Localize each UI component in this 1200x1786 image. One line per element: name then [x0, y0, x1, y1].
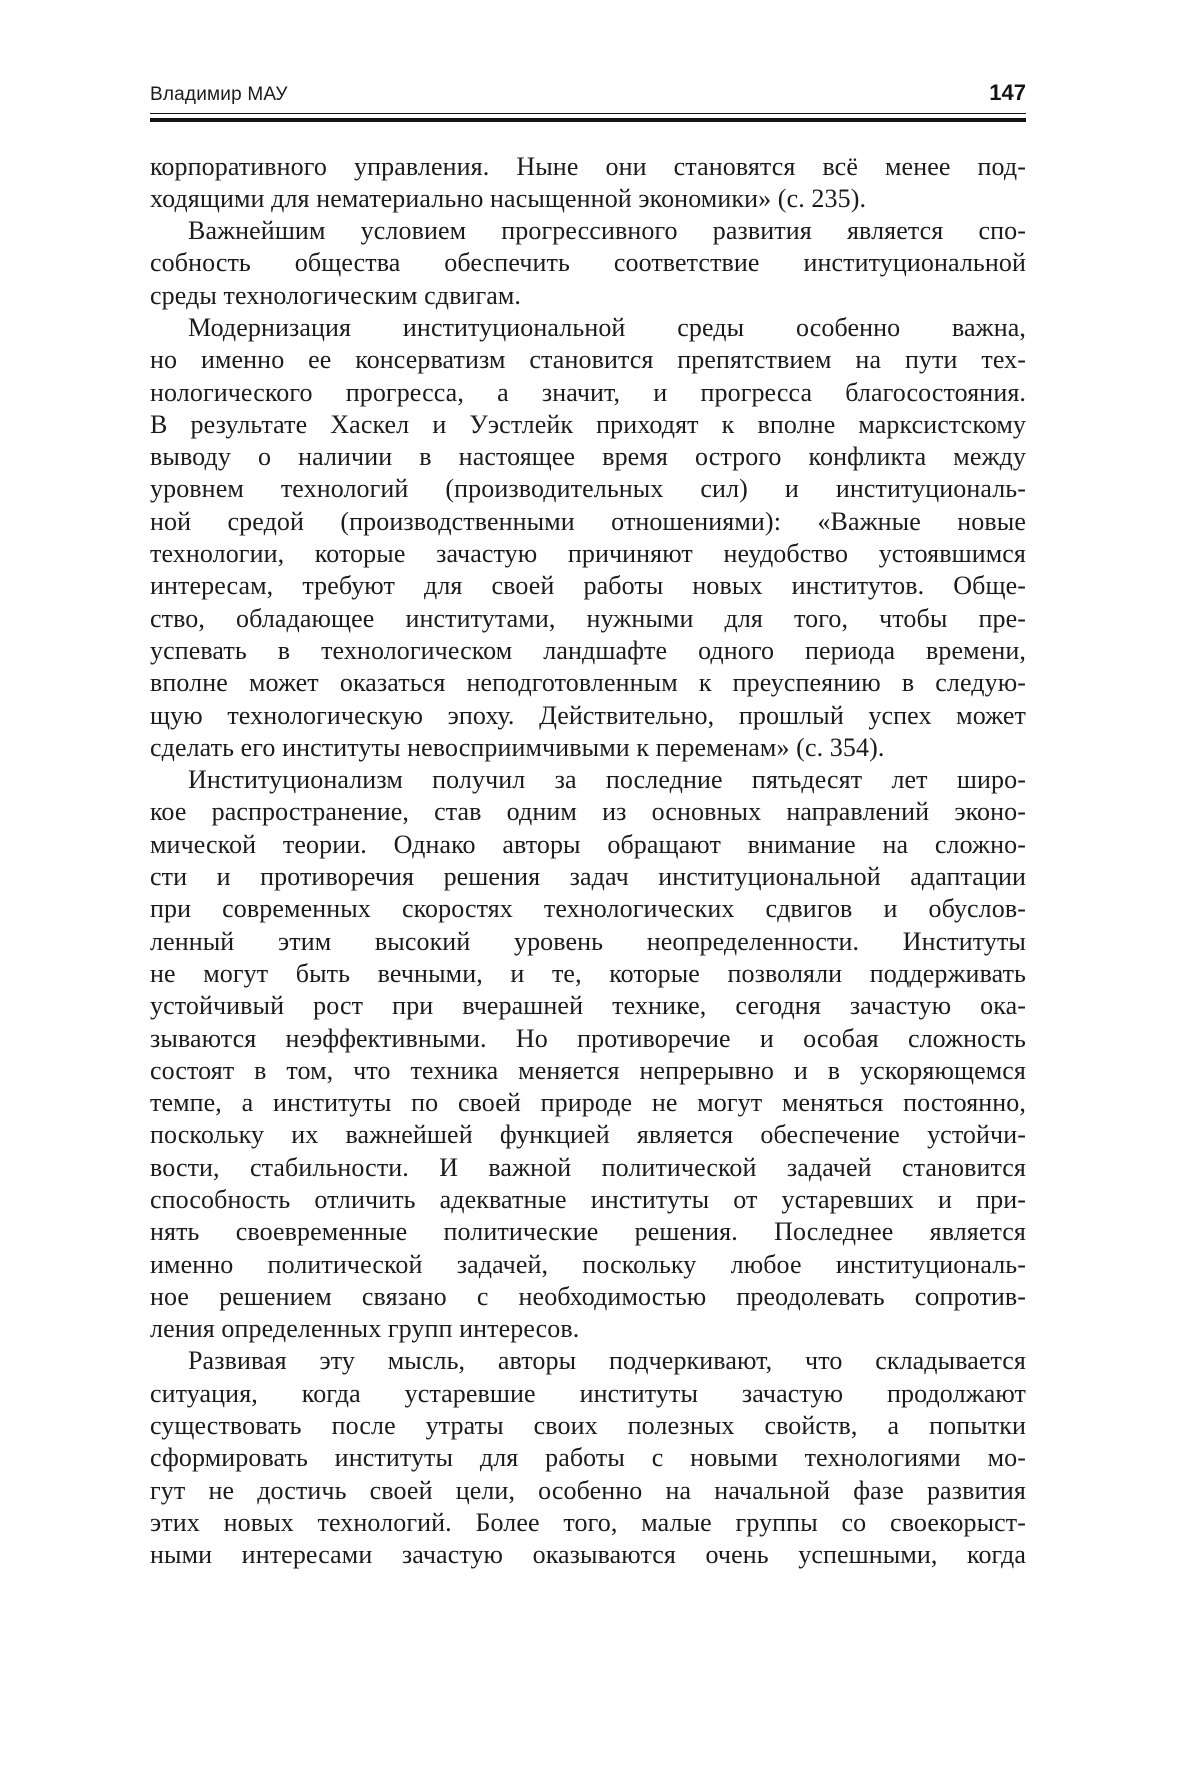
text-line: Развивая эту мысль, авторы подчеркивают, что складывается [188, 1346, 1026, 1376]
text-line: корпоративного управления. Ныне они становятся всё менее под- [150, 151, 1026, 181]
text-line: уровнем технологий (производительных сил) и институциональ- [150, 474, 1026, 504]
text-line: сформировать институты для работы с новыми технологиями мо- [150, 1443, 1026, 1473]
text-line: ходящими для нематериально насыщенной экономики» (с. 235). [150, 183, 867, 213]
text-line: ными интересами зачастую оказываются очень успешными, когда [150, 1540, 1026, 1570]
text-line: не могут быть вечными, и те, которые позволяли поддерживать [150, 958, 1026, 988]
page-number: 147 [989, 80, 1026, 105]
text-line: Институционализм получил за последние пятьдесят лет широ- [188, 765, 1026, 795]
text-line: существовать после утраты своих полезных свойств, а попытки [150, 1411, 1026, 1441]
text-line: кое распространение, став одним из основных направлений эконо- [150, 797, 1026, 827]
text-line: ство, обладающее институтами, нужными для того, чтобы пре- [150, 603, 1026, 633]
text-line: темпе, а институты по своей природе не могут меняться постоянно, [150, 1088, 1026, 1118]
text-line: Важнейшим условием прогрессивного развития является спо- [188, 216, 1026, 246]
text-line: нять своевременные политические решения. Последнее является [150, 1217, 1026, 1247]
paragraph [150, 312, 1026, 764]
page-header [150, 80, 1026, 114]
running-head: Владимир МАУ [150, 84, 288, 105]
text-line: поскольку их важнейшей функцией является обеспечение устойчи- [150, 1120, 1026, 1150]
text-line: выводу о наличии в настоящее время острого конфликта между [150, 442, 1026, 472]
paragraph [150, 1345, 1026, 1571]
paragraph [150, 215, 1026, 312]
text-line: но именно ее консерватизм становится препятствием на пути тех- [150, 345, 1026, 375]
text-line: ления определенных групп интересов. [150, 1314, 580, 1344]
text-line: щую технологическую эпоху. Действительно, прошлый успех может [150, 700, 1026, 730]
text-line: способность отличить адекватные институты от устаревших и при- [150, 1185, 1026, 1214]
text-line: успевать в технологическом ландшафте одного периода времени, [150, 635, 1026, 665]
text-line: именно политической задачей, поскольку любое институциональ- [150, 1249, 1026, 1279]
page-body [150, 151, 1026, 1572]
text-line: среды технологическим сдвигам. [150, 280, 522, 310]
text-line: зываются неэффективными. Но противоречие и особая сложность [150, 1023, 1026, 1053]
text-line: устойчивый рост при вчерашней технике, сегодня зачастую ока- [150, 991, 1026, 1021]
paragraph [150, 764, 1026, 1345]
text-line: ное решением связано с необходимостью преодолевать сопротив- [150, 1281, 1026, 1311]
text-line: ситуация, когда устаревшие институты зачастую продолжают [150, 1378, 1026, 1408]
text-line: состоят в том, что техника меняется непрерывно и в ускоряющемся [150, 1055, 1026, 1085]
text-line: сделать его институты невосприимчивыми к переменам» (с. 354). [150, 732, 885, 762]
text-line: нологического прогресса, а значит, и прогресса благосостояния. [150, 377, 1026, 407]
text-line: гут не достичь своей цели, особенно на начальной фазе развития [150, 1475, 1026, 1505]
header-rule [150, 118, 1026, 122]
text-line: мической теории. Однако авторы обращают внимание на сложно- [150, 829, 1026, 859]
text-line: ленный этим высокий уровень неопределенности. Институты [150, 926, 1026, 956]
text-line: Модернизация институциональной среды особенно важна, [188, 312, 1026, 342]
text-line: вполне может оказаться неподготовленным к преуспеянию в следую- [150, 668, 1026, 698]
text-line: ной средой (производственными отношениями): «Важные новые [150, 506, 1026, 536]
text-line: этих новых технологий. Более того, малые группы со своекорыст- [150, 1507, 1026, 1537]
text-line: сти и противоречия решения задач институциональной адаптации [150, 862, 1026, 892]
text-line: интересам, требуют для своей работы новых институтов. Обще- [150, 571, 1026, 601]
text-line: В результате Хаскел и Уэстлейк приходят к вполне марксистскому [150, 409, 1026, 439]
text-line: технологии, которые зачастую причиняют неудобство устоявшимся [150, 539, 1026, 569]
text-line: вости, стабильности. И важной политической задачей становится [150, 1152, 1026, 1182]
paragraph [150, 151, 1026, 216]
text-line: при современных скоростях технологических сдвигов и обуслов- [150, 894, 1026, 924]
text-line: собность общества обеспечить соответствие институциональной [150, 248, 1026, 278]
